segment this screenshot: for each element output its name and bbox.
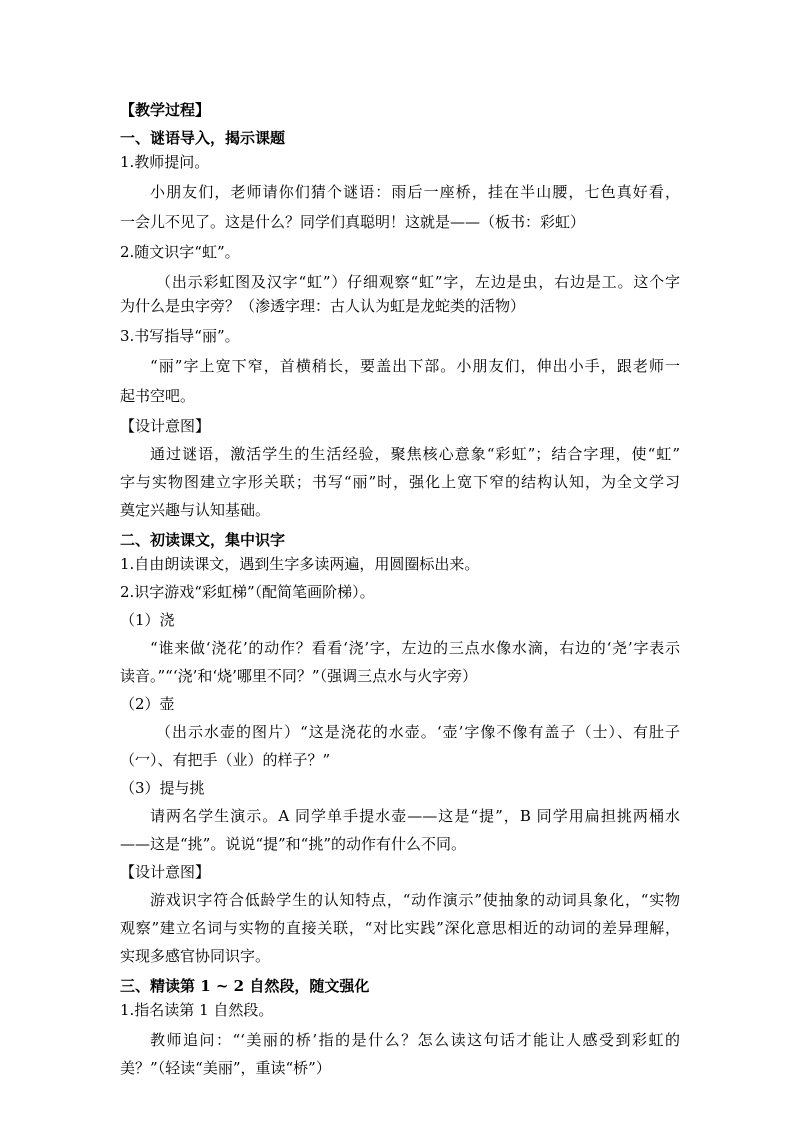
document-body	[120, 98, 680, 1080]
step-1-2: 2.随文识字“虹”。	[120, 243, 240, 261]
heading-part-1: 一、谜语导入，揭示课题	[120, 129, 286, 147]
substep-hu: （2）壶	[120, 695, 175, 713]
paragraph-jiao-line-1: “谁来做‘浇花’的动作？看看‘浇’字，左边的三点水像水滴，右边的‘尧’字表示	[150, 639, 680, 657]
step-2-2: 2.识字游戏“彩虹梯”（配简笔画阶梯）。	[120, 583, 375, 601]
heading-part-2: 二、初读课文，集中识字	[120, 531, 286, 549]
heading-part-3: 三、精读第 1 ~ 2 自然段，随文强化	[120, 977, 370, 995]
section-teaching-process: 【教学过程】	[120, 101, 211, 119]
design-intent-title-2: 【设计意图】	[120, 863, 211, 881]
paragraph-hu-line-1: （出示水壶的图片）“这是浇花的水壶。‘壶’字像不像有盖子（士）、有肚子	[156, 723, 680, 741]
paragraph-li-line-1: “丽”字上宽下窄，首横稍长，要盖出下部。小朋友们，伸出小手，跟老师一	[150, 357, 680, 375]
paragraph-jiao-line-2: 读音。”“‘浇’和‘烧’哪里不同？”（强调三点水与火字旁）	[120, 667, 478, 685]
substep-ti-tiao: （3）提与挑	[120, 779, 205, 797]
step-1-1: 1.教师提问。	[120, 153, 210, 171]
paragraph-hong-line-1: （出示彩虹图及汉字“虹”）仔细观察“虹”字，左边是虫，右边是工。这个字	[156, 273, 680, 291]
paragraph-li-line-2: 起书空吧。	[120, 387, 196, 405]
paragraph-riddle-line-2: 一会儿不见了。这是什么？同学们真聪明！这就是——（板书：彩虹）	[120, 213, 586, 231]
paragraph-riddle-line-1: 小朋友们，老师请你们猜个谜语：雨后一座桥，挂在半山腰，七色真好看，	[150, 183, 680, 201]
paragraph-ti-tiao-line-2: ——这是“挑”。说说“提”和“挑”的动作有什么不同。	[120, 835, 467, 853]
substep-jiao: （1）浇	[120, 611, 175, 629]
paragraph-hong-line-2: 为什么是虫字旁？（渗透字理：古人认为虹是龙蛇类的活物）	[120, 297, 526, 315]
design-intent-1-line-3: 奠定兴趣与认知基础。	[120, 501, 271, 519]
step-2-1: 1.自由朗读课文，遇到生字多读两遍，用圆圈标出来。	[120, 555, 480, 573]
step-3-1: 1.指名读第 1 自然段。	[120, 1001, 274, 1019]
paragraph-hu-line-2: （冖）、有把手（业）的样子？”	[120, 751, 331, 769]
design-intent-2-line-3: 实现多感官协同识字。	[120, 947, 271, 965]
paragraph-qiao-line-1: 教师追问：“‘美丽的桥’指的是什么？怎么读这句话才能让人感受到彩虹的	[150, 1031, 680, 1049]
design-intent-1-line-2: 字与实物图建立字形关联；书写“丽”时，强化上宽下窄的结构认知，为全文学习	[120, 473, 680, 491]
step-1-3: 3.书写指导“丽”。	[120, 327, 240, 345]
paragraph-ti-tiao-line-1: 请两名学生演示。A 同学单手提水壶——这是“提”，B 同学用扁担挑两桶水	[150, 807, 680, 825]
design-intent-2-line-2: 观察”建立名词与实物的直接关联，“对比实践”深化意思相近的动词的差异理解，	[120, 919, 680, 937]
design-intent-2-line-1: 游戏识字符合低龄学生的认知特点，“动作演示”使抽象的动词具象化，“实物	[150, 891, 680, 909]
paragraph-qiao-line-2: 美？”（轻读“美丽”，重读“桥”）	[120, 1059, 331, 1077]
design-intent-1-line-1: 通过谜语，激活学生的生活经验，聚焦核心意象“彩虹”；结合字理，使“虹”	[150, 445, 680, 463]
design-intent-title-1: 【设计意图】	[120, 417, 211, 435]
